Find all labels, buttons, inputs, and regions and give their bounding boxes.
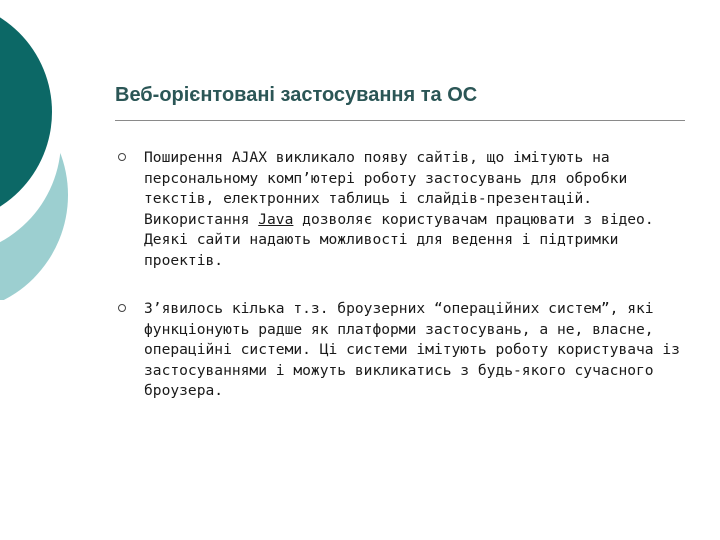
- java-link[interactable]: Java: [258, 210, 294, 228]
- bullet-text: З’явилось кілька т.з. броузерних “операційних систем”, які функціонують радше як платформи застосувань, а не, власне, операційні системи. Ці системи імітують роботу користувача із застосуваннями і можуть викликатись з будь-якого сучасного броузера.: [144, 300, 680, 399]
- bullet-text-part: Поширення AJAX викликало появу сайтів, що імітують на персональному комп’ютері роботу застосувань для обробки текстів, електронних таблиць і слайдів-презентацій. Використання: [144, 149, 628, 228]
- bullet-list: [118, 148, 688, 430]
- slide-title: Веб-орієнтовані застосування та ОС: [115, 84, 478, 106]
- bullet-item-browser-os: [118, 299, 688, 402]
- title-divider: [115, 120, 685, 121]
- circle-bullet-icon: [118, 304, 126, 312]
- bullet-text-part: дозволяє користувачам працювати з відео. Деякі сайти надають можливості для ведення і підтримки проектів.: [144, 210, 654, 269]
- circle-bullet-icon: [118, 153, 126, 161]
- bullet-item-ajax: [118, 148, 688, 271]
- decorative-circles: [0, 0, 120, 300]
